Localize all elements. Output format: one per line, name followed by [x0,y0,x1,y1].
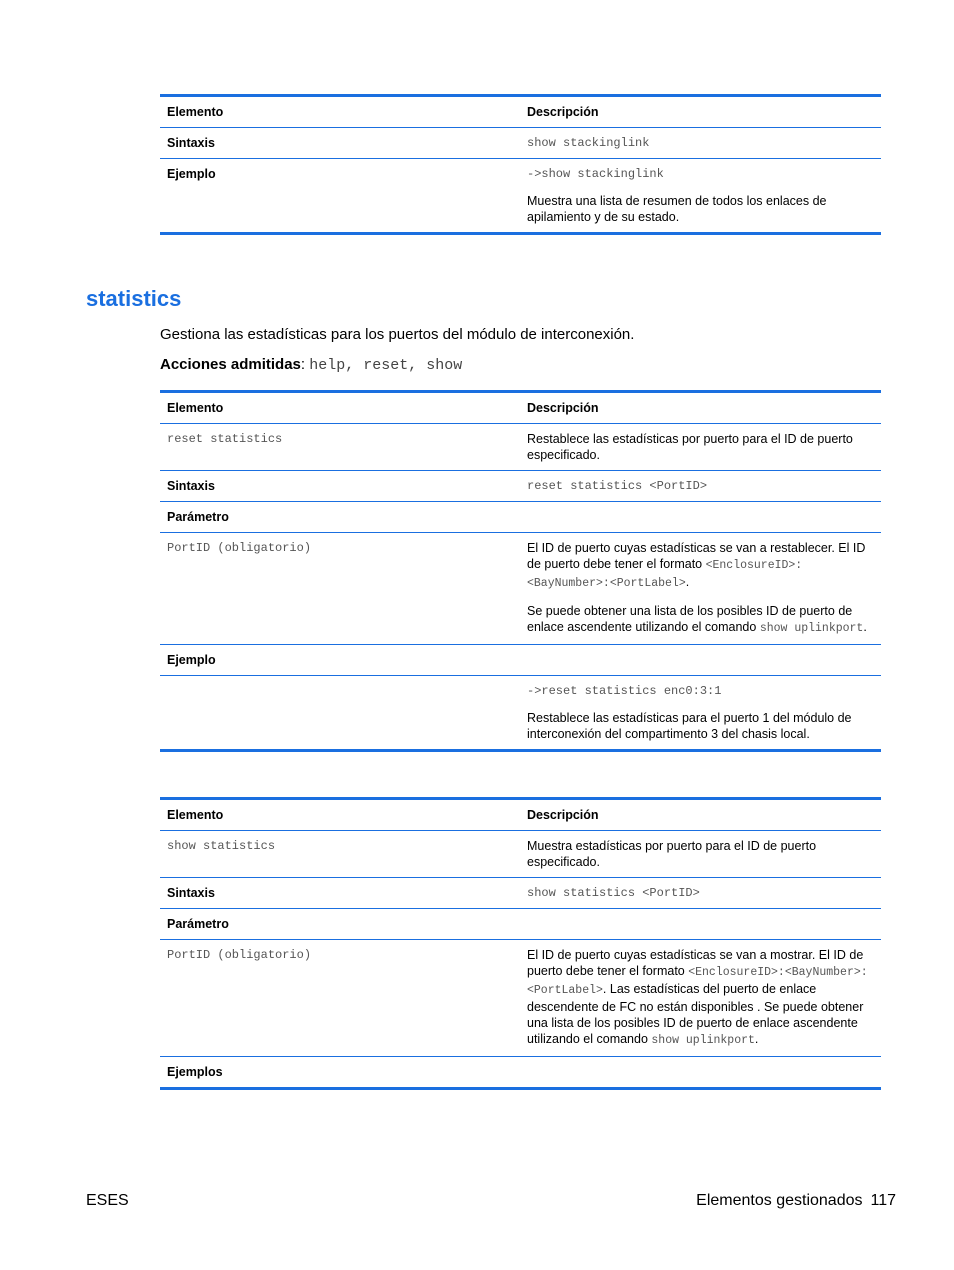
header-descripcion: Descripción [527,105,599,119]
header-elemento: Elemento [167,105,224,119]
table-row [160,908,881,939]
table-row [160,877,881,908]
element-desc: Restablece las estadísticas por puerto para el ID de puerto especificado. [527,432,853,462]
syntax-label: Sintaxis [167,479,215,493]
table-row [160,1056,881,1087]
param-desc-cell [521,533,881,644]
example-code: ->show stackinglink [527,167,664,181]
param-desc-code-2: show uplinkport [651,1034,755,1047]
table-row [160,128,881,158]
header-elemento: Elemento [167,401,224,415]
empty-cell [521,909,881,939]
supported-actions [160,355,462,376]
example-cell [521,676,881,749]
syntax-code: show statistics <PortID> [527,886,700,900]
table-header-row [160,393,881,424]
param-name: PortID (obligatorio) [167,948,312,962]
table-row [160,675,881,749]
param-desc-2-text: Se puede obtener una lista de los posibles ID de puerto de enlace ascendente utilizando el comando [527,604,853,634]
param-desc-1-end: . [685,575,690,589]
param-desc-end: . [754,1032,759,1046]
param-desc [521,940,881,1056]
param-desc-code-1: <EnclosureID>:<BayNumber>:<PortLabel> [527,966,868,997]
syntax-label: Sintaxis [167,136,215,150]
syntax-code: reset statistics <PortID> [527,479,708,493]
example-header: Ejemplo [167,653,216,667]
param-desc-2-end: . [863,620,867,634]
param-desc-1-text: El ID de puerto cuyas estadísticas se van a restablecer. El ID de puerto debe tener el formato [527,541,866,571]
param-desc-1-code: <EnclosureID>:<BayNumber>:<PortLabel> [527,559,803,590]
table-row [160,532,881,644]
param-desc-1 [527,540,875,592]
table-row [160,831,881,877]
param-desc-2 [527,603,875,637]
syntax-label: Sintaxis [167,886,215,900]
actions-label: Acciones admitidas [160,356,301,373]
page-number: 117 [870,1192,896,1209]
example-cell [521,159,881,232]
table-header-row [160,800,881,831]
element-code: show statistics [167,839,276,853]
section-title: statistics [86,286,182,311]
reset-statistics-table [160,390,881,752]
example-desc: Muestra una lista de resumen de todos los enlaces de apilamiento y de su estado. [527,194,827,224]
example-desc: Restablece las estadísticas para el puerto 1 del módulo de interconexión del compartimento 3 del chasis local. [527,711,852,741]
header-descripcion: Descripción [527,401,599,415]
element-desc: Muestra estadísticas por puerto para el ID de puerto especificado. [527,839,817,869]
header-descripcion: Descripción [527,808,599,822]
element-code: reset statistics [167,432,283,446]
stackinglink-table [160,94,881,235]
header-elemento: Elemento [167,808,224,822]
table-row [160,939,881,1056]
empty-cell [521,502,881,532]
show-statistics-table [160,797,881,1090]
examples-header: Ejemplos [167,1065,223,1079]
empty-cell [521,645,881,675]
actions-separator: : [300,356,310,373]
param-desc-text-b: . Las estadísticas del puerto de enlace descendente de FC no están disponibles . Se puede obtener una lista de los posibles ID de puerto de enlace ascendente utilizando el comando [527,982,864,1046]
table-row [160,644,881,675]
example-code: ->reset statistics enc0:3:1 [527,684,722,698]
empty-cell [521,1057,881,1087]
param-desc-2-code: show uplinkport [759,622,864,635]
table-header-row [160,97,881,128]
actions-values: help, reset, show [309,357,463,374]
table-row [160,470,881,501]
param-name: PortID (obligatorio) [167,541,312,555]
footer-page-info [696,1191,896,1211]
param-desc-text-a: El ID de puerto cuyas estadísticas se van a mostrar. El ID de puerto debe tener el formato [527,948,864,978]
table-row [160,158,881,232]
table-row [160,424,881,470]
param-header: Parámetro [167,917,229,931]
example-label: Ejemplo [167,167,216,181]
footer-locale: ESES [86,1192,129,1209]
table-row [160,501,881,532]
empty-cell [160,676,521,749]
syntax-code: show stackinglink [527,136,650,150]
footer-chapter: Elementos gestionados [696,1192,863,1209]
section-intro: Gestiona las estadísticas para los puertos del módulo de interconexión. [160,326,635,343]
param-header: Parámetro [167,510,229,524]
